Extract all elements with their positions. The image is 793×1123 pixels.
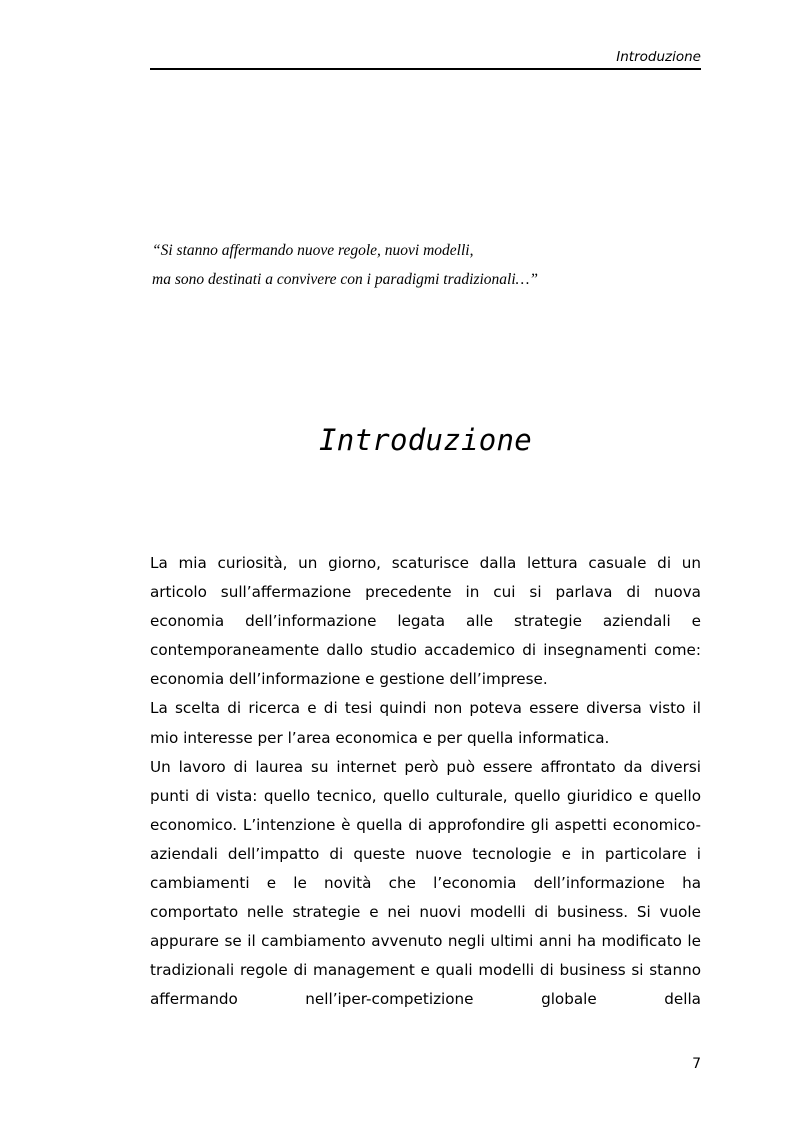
- chapter-title: Introduzione: [318, 423, 533, 457]
- header-rule: [150, 68, 701, 70]
- body-text: [150, 549, 701, 1015]
- epigraph-quote: [152, 236, 672, 294]
- paragraph-3: Un lavoro di laurea su internet però può essere affrontato da diversi punti di vista: quello tecnico, quello culturale, quello giuridico e quello economico. L’intenzione è quella di approfondire gli aspetti economico-aziendali dell’impatto di queste nuove tecnologie e in particolare i cambiamenti e le novità che l’economia dell’informazione ha comportato nelle strategie e nei nuovi modelli di business. Si vuole appurare se il cambiamento avvenuto negli ultimi anni ha modificato le tradizionali regole di management e quali modelli di business si stanno affermando nell’iper-competizione globale della: [150, 757, 701, 1009]
- epigraph-line-2: ma sono destinati a convivere con i paradigmi tradizionali…”: [152, 271, 539, 288]
- paragraph-2: La scelta di ricerca e di tesi quindi non poteva essere diversa visto il mio interesse per l’area economica e per quella informatica.: [150, 699, 701, 747]
- paragraph-1: La mia curiosità, un giorno, scaturisce dalla lettura casuale di un articolo sull’affermazione precedente in cui si parlava di nuova economia dell’informazione legata alle strategie aziendali e contemporaneamente dallo studio accademico di insegnamenti come: economia dell’informazione e gestione dell’imprese.: [150, 554, 701, 689]
- page-number: 7: [692, 1056, 701, 1072]
- running-header: Introduzione: [616, 49, 701, 65]
- epigraph-line-1: “Si stanno affermando nuove regole, nuovi modelli,: [152, 242, 474, 259]
